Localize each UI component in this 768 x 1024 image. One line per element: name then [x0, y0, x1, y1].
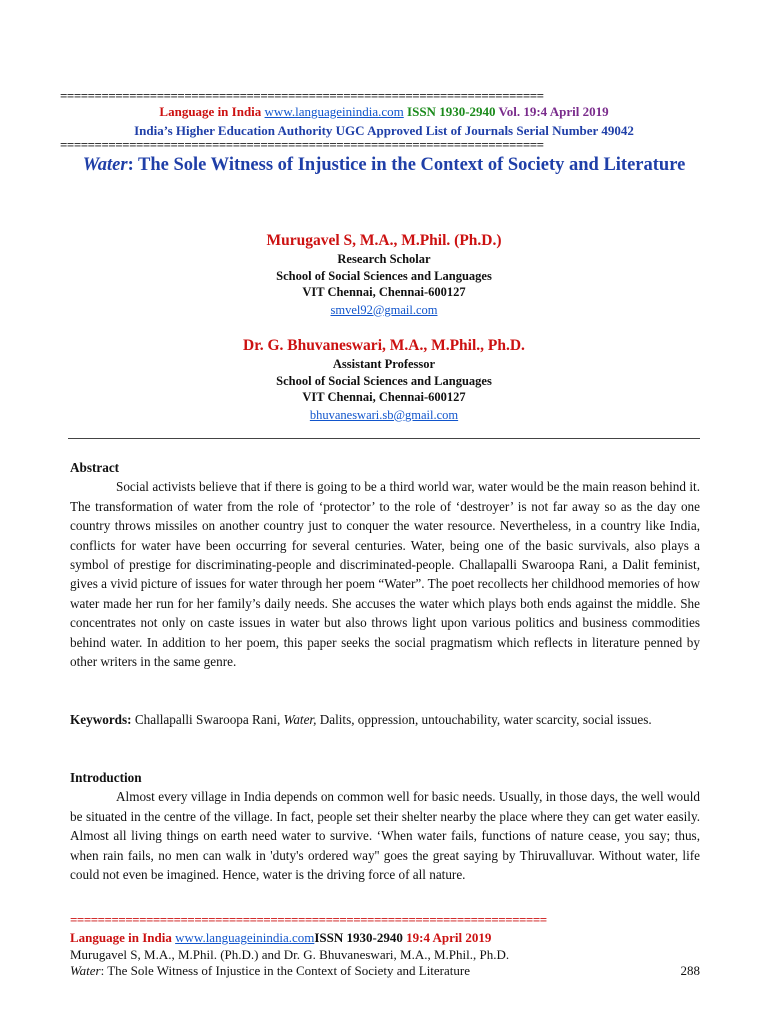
keywords-text-a: Challapalli Swaroopa Rani, [134, 712, 281, 727]
page-number: 288 [680, 963, 700, 978]
footer-date: 19:4 April 2019 [406, 930, 492, 945]
title-rest: : The Sole Witness of Injustice in the Context of Society and Literature [127, 155, 686, 175]
footer-title-line [70, 963, 700, 980]
author-1-address: VIT Chennai, Chennai-600127 [302, 285, 466, 299]
keywords-section [70, 710, 700, 729]
author-2-role: Assistant Professor [332, 357, 436, 371]
footer-authors: Murugavel S, M.A., M.Phil. (Ph.D.) and Dr. G. Bhuvaneswari, M.A., M.Phil., Ph.D. [70, 946, 510, 962]
keywords-text-b: Dalits, oppression, untouchability, water scarcity, social issues. [319, 712, 652, 727]
footer-url-link[interactable]: www.languageinindia.com [175, 930, 315, 945]
footer-title-italic: Water [70, 963, 101, 978]
footer-title-rest: : The Sole Witness of Injustice in the Context of Society and Literature [100, 963, 470, 978]
abstract-paragraph: Social activists believe that if there is going to be a third world war, water would be the main reason behind it. The transformation of water from the role of ‘protector’ to the role of ‘destroyer’ is not far away so as the day one country throws missiles on another country just to conquer the water resource. Nevertheless, in a country like India, conflicts for water have been occurring for several centuries. Water, being one of the basic survivals, also plays a symbol of prestige for discriminating-people and discriminated-people. Challapalli Swaroopa Rani, a Dalit feminist, gives a vivid picture of issues for water through her poem “Water”. The poet recollects her childhood memories of how water made her run for her family’s daily needs. She accuses the water which plays both ends against the middle. She concentrates not only on caste issues in water but also throws light upon various politics and business commodities behind water. In addition to her poem, this paper seeks the social pragmatism which reflects in literature penned by other writers in the same genre. [70, 479, 700, 670]
keywords-label: Keywords: [70, 712, 132, 727]
journal-header-line [0, 104, 768, 120]
journal-name: Language in India [159, 104, 262, 119]
page-footer [70, 930, 700, 980]
author-1-name: Murugavel S, M.A., M.Phil. (Ph.D.) [266, 232, 502, 249]
author-2-school: School of Social Sciences and Languages [276, 373, 492, 388]
header-separator-bottom: ====================================================================== [60, 138, 544, 152]
author-block-1 [0, 231, 768, 319]
paper-title [60, 153, 708, 177]
journal-url-link[interactable]: www.languageinindia.com [264, 104, 404, 119]
author-2-email-link[interactable]: bhuvaneswari.sb@gmail.com [309, 407, 459, 422]
keywords-italic: Water, [283, 712, 317, 727]
author-2-name: Dr. G. Bhuvaneswari, M.A., M.Phil., Ph.D. [243, 337, 525, 354]
footer-journal-line [70, 930, 700, 947]
footer-journal-name: Language in India [70, 930, 172, 945]
author-block-2 [0, 336, 768, 424]
journal-volume: Vol. 19:4 April 2019 [498, 104, 609, 119]
journal-issn: ISSN 1930-2940 [407, 104, 496, 119]
footer-issn: ISSN 1930-2940 [314, 930, 403, 945]
abstract-heading: Abstract [70, 460, 120, 475]
author-2-address: VIT Chennai, Chennai-600127 [302, 390, 466, 404]
footer-separator: ===================================================================== [70, 913, 547, 927]
author-1-school: School of Social Sciences and Languages [276, 268, 492, 283]
section-divider [68, 438, 700, 439]
abstract-section [70, 458, 700, 671]
ugc-approval-line: India’s Higher Education Authority UGC Approved List of Journals Serial Number 49042 [134, 123, 634, 138]
introduction-paragraph: Almost every village in India depends on common well for basic needs. Usually, in those days, the well would be situated in the centre of the village. In fact, people set their shelter nearby the place where they can get water easily. Almost all living things on earth need water to survive. ‘When water fails, functions of nature cease, you say; thus, when rain fails, no men can walk in 'duty's ordered way'' goes the great saying by Thiruvalluvar. Without water, life could not even be imagined. Hence, water is the driving force of all nature. [70, 789, 700, 883]
header-separator-top: ====================================================================== [60, 89, 544, 103]
introduction-heading: Introduction [70, 770, 142, 785]
author-1-role: Research Scholar [337, 252, 431, 266]
introduction-section [70, 768, 700, 884]
author-1-email-link[interactable]: smvel92@gmail.com [330, 302, 438, 317]
title-italic-word: Water [82, 155, 128, 175]
